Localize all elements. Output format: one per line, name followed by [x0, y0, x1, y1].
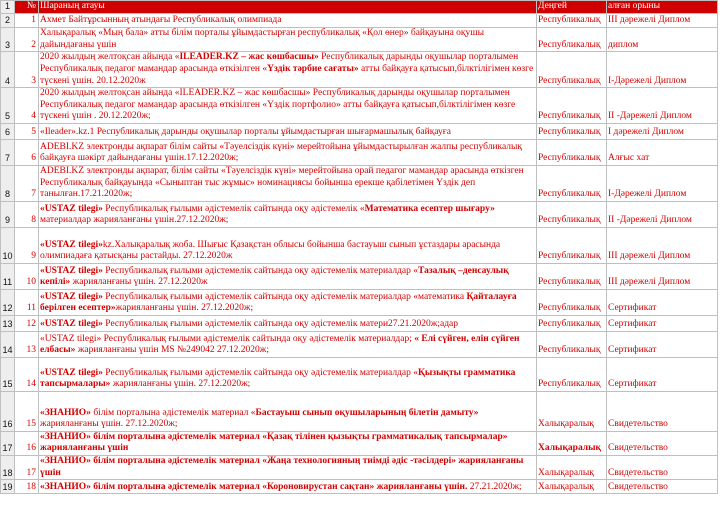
row-number[interactable]: 1 [1, 1, 15, 14]
cell-result[interactable]: Свидетельство [607, 480, 718, 494]
name-text-segment: Тазалық –денсаулық кепілі» [40, 265, 509, 288]
col-header-level[interactable]: Деңгей [537, 1, 607, 14]
name-text-segment: Қайталауға берілген есептер» [40, 291, 517, 314]
row-number[interactable]: 16 [1, 391, 15, 431]
table-row [1, 28, 718, 52]
name-text-segment: Республикалық ғылыми әдістемелік сайтында оқу әдістемелік « [102, 203, 365, 214]
cell-name[interactable] [39, 431, 537, 455]
name-text-segment: Республикалық дарынды оқушылар порталымен Республикалық педагог мамандар арасында өткізілген « [40, 52, 519, 74]
name-text-segment: « Елі сүйген, елін сүйген елбасы» [40, 333, 520, 356]
row-number[interactable]: 8 [1, 165, 15, 201]
cell-result[interactable]: Свидетельство [607, 391, 718, 431]
name-text-segment: жарияланғаны үшін. 27.12.2020ж; [110, 379, 251, 390]
cell-number[interactable]: 2 [15, 28, 39, 52]
row-number[interactable]: 6 [1, 123, 15, 139]
cell-result[interactable]: Сертификат [607, 315, 718, 331]
cell-result[interactable]: І-Дәрежелі Диплом [607, 52, 718, 88]
table-row [1, 431, 718, 455]
cell-name[interactable] [39, 14, 537, 28]
cell-number[interactable]: 11 [15, 289, 39, 315]
name-text-segment: ILEADER.KZ – жас көшбасшы» [179, 52, 319, 63]
cell-number[interactable]: 10 [15, 263, 39, 289]
cell-name[interactable] [39, 263, 537, 289]
name-text-segment: Математика есептер шығару» [364, 203, 495, 214]
cell-result[interactable]: ІІІ дәрежелі Диплом [607, 14, 718, 28]
cell-result[interactable]: Свидетельство [607, 455, 718, 479]
cell-level[interactable]: Республикалық [537, 123, 607, 139]
name-text-segment: «Ileader».kz.1 Республикалық дарынды оқушылар порталы ұйымдастырған шығармашылық байқауға [40, 127, 451, 138]
col-header-number[interactable]: № [15, 1, 39, 14]
row-number[interactable]: 3 [1, 28, 15, 52]
table-row [1, 357, 718, 391]
cell-number[interactable]: 17 [15, 455, 39, 479]
cell-number[interactable]: 4 [15, 88, 39, 124]
cell-level[interactable]: Республикалық [537, 331, 607, 357]
cell-level[interactable]: Республикалық [537, 165, 607, 201]
cell-name[interactable] [39, 52, 537, 88]
table-row [1, 227, 718, 263]
cell-level[interactable]: Республикалық [537, 28, 607, 52]
cell-level[interactable]: Халықаралық [537, 455, 607, 479]
header-row [1, 1, 718, 14]
name-text-segment: Қызықты грамматика тапсырмалары» [40, 367, 516, 390]
row-number[interactable]: 15 [1, 357, 15, 391]
row-number[interactable]: 14 [1, 331, 15, 357]
row-number[interactable]: 9 [1, 201, 15, 227]
cell-name[interactable] [39, 289, 537, 315]
name-text-segment: «ЗНАНИО» білім порталына әдістемелік материал «Қазақ тілінен қызықты грамматикалық тапсырмалар» жарияланғаны үшін [40, 431, 508, 454]
table-row [1, 88, 718, 124]
col-header-name[interactable]: Шараның атауы [39, 1, 537, 14]
cell-level[interactable]: Халықаралық [537, 391, 607, 431]
cell-name[interactable] [39, 331, 537, 357]
name-text-segment: материалдар жарияланғаны үшін.27.12.2020ж; [40, 215, 229, 226]
table-row [1, 331, 718, 357]
table-row [1, 391, 718, 431]
row-number[interactable]: 7 [1, 139, 15, 165]
row-number[interactable]: 4 [1, 52, 15, 88]
cell-result[interactable]: Алғыс хат [607, 139, 718, 165]
cell-name[interactable] [39, 455, 537, 479]
name-text-segment: 2020 жылдың желтоқсан айында « [40, 52, 180, 63]
cell-number[interactable]: 15 [15, 391, 39, 431]
name-text-segment: «ЗНАНИО» білім порталына әдістемелік материал «Короновирустан сақтан» жарияланғаны үшін. [40, 481, 468, 492]
name-text-segment: ADEBI.KZ электронды ақпарат, білім сайты «Тәуелсіздік күні» мерейтойына орай педагог мамандар арасында өткізген Республикалық байқауында «Сыныптан тыс жұмыс» номинациясы бойынша ерекше қабілетімен Үздік деп танылған.17.21.2020ж; [40, 165, 524, 200]
name-text-segment: Үздік тәрбие сағаты» [267, 64, 359, 74]
row-number[interactable]: 11 [1, 263, 15, 289]
cell-name[interactable] [39, 201, 537, 227]
table-row [1, 14, 718, 28]
row-number[interactable]: 5 [1, 88, 15, 124]
name-text-segment: жарияланғаны үшін. 27.12.2020ж; [115, 303, 254, 314]
name-text-segment: «USTAZ tilegi» [40, 367, 103, 378]
table-row [1, 263, 718, 289]
name-text-segment: «USTAZ tilegi» [40, 291, 103, 302]
cell-name[interactable] [39, 480, 537, 494]
cell-result[interactable]: І дәрежелі Диплом [607, 123, 718, 139]
table-row [1, 52, 718, 88]
cell-level[interactable]: Республикалық [537, 263, 607, 289]
name-text-segment: «USTAZ tilegi» Республикалық ғылыми әдістемелік сайтында оқу әдістемелік материалдар; [40, 333, 415, 344]
name-text-segment: «ЗНАНИО» білім порталына әдістемелік материал «Жаңа технологияның тиімді әдіс -тәсілдері» жарияланғаны үшін [40, 455, 524, 478]
cell-level[interactable]: Республикалық [537, 139, 607, 165]
table-row [1, 315, 718, 331]
cell-result[interactable]: Сертификат [607, 331, 718, 357]
cell-number[interactable]: 13 [15, 331, 39, 357]
row-number[interactable]: 18 [1, 455, 15, 479]
cell-level[interactable]: Республикалық [537, 315, 607, 331]
name-text-segment: Республикалық ғылыми әдістемелік сайтында оқу әдістемелік материалдар «математика [102, 291, 467, 302]
row-number[interactable]: 13 [1, 315, 15, 331]
name-text-segment: Республикалық ғылыми әдістемелік сайтында оқу әдістемелік материалдар « [102, 367, 418, 378]
cell-result[interactable]: ІІ -Дәрежелі Диплом [607, 201, 718, 227]
cell-name[interactable] [39, 28, 537, 52]
cell-result[interactable]: ІІІ дәрежелі Диплом [607, 227, 718, 263]
name-text-segment: 2020 жылдың желтоқсан айында «ILEADER.KZ – жас көшбасшы» Республикалық дарынды оқушылар порталымен Республикалық педагог мамандар арасында өткізілген «Үздік портфолио» атты байқауға қатысып,білктілігімен көзге түскені үшін . 20.12.2020ж; [40, 88, 516, 122]
table-row [1, 289, 718, 315]
cell-level[interactable]: Республикалық [537, 227, 607, 263]
name-text-segment: атты байқауға қатысып,білктілігімен көзге түскені үшін. 20.12.2020ж [40, 64, 534, 86]
row-number[interactable]: 17 [1, 431, 15, 455]
cell-number[interactable]: 7 [15, 165, 39, 201]
cell-level[interactable]: Республикалық [537, 88, 607, 124]
cell-level[interactable]: Халықаралық [537, 431, 607, 455]
name-text-segment: Бастауыш сынып оқушыларының білетін дамыту» [255, 407, 479, 418]
cell-level[interactable]: Республикалық [537, 14, 607, 28]
table-row [1, 201, 718, 227]
cell-name[interactable] [39, 88, 537, 124]
table-row [1, 480, 718, 494]
cell-level[interactable]: Республикалық [537, 52, 607, 88]
row-number[interactable]: 12 [1, 289, 15, 315]
name-text-segment: 27.21.2020ж; [467, 481, 522, 492]
name-text-segment: Республикалық ғылыми әдістемелік сайтында оқу әдістемелік матери27.21.2020ж;адар [102, 319, 459, 330]
name-text-segment: Халықаралық «Мың бала» атты білім порталы ұйымдастырған республикалық «Қол өнер» байқауына оқушы дайындағаны үшін [40, 28, 484, 50]
cell-result[interactable]: Свидетельство [607, 431, 718, 455]
cell-result[interactable]: Сертификат [607, 357, 718, 391]
row-number[interactable]: 2 [1, 14, 15, 28]
cell-name[interactable] [39, 123, 537, 139]
table-row [1, 123, 718, 139]
cell-level[interactable]: Республикалық [537, 289, 607, 315]
cell-result[interactable]: ІІ -Дәрежелі Диплом [607, 88, 718, 124]
name-text-segment: Ахмет Байтұрсынның атындағы Республикалық олимпиада [40, 15, 282, 26]
cell-name[interactable] [39, 315, 537, 331]
cell-result[interactable]: І-Дәрежелі Диплом [607, 165, 718, 201]
cell-number[interactable]: 16 [15, 431, 39, 455]
cell-result[interactable]: диплом [607, 28, 718, 52]
cell-name[interactable] [39, 165, 537, 201]
name-text-segment: жарияланғаны үшін. 27.12.2020ж; [40, 419, 178, 430]
table-row [1, 165, 718, 201]
cell-number[interactable]: 5 [15, 123, 39, 139]
cell-number[interactable]: 1 [15, 14, 39, 28]
cell-number[interactable]: 6 [15, 139, 39, 165]
cell-name[interactable] [39, 227, 537, 263]
cell-name[interactable] [39, 391, 537, 431]
cell-name[interactable] [39, 139, 537, 165]
name-text-segment: «ЗНАНИО» [40, 407, 91, 418]
cell-number[interactable]: 9 [15, 227, 39, 263]
col-header-result[interactable]: алған орыны [607, 1, 718, 14]
name-text-segment: «USTAZ tilegi» [40, 265, 103, 276]
table-row [1, 139, 718, 165]
cell-level[interactable]: Халықаралық [537, 480, 607, 494]
cell-number[interactable]: 3 [15, 52, 39, 88]
table-row [1, 455, 718, 479]
name-text-segment: «USTAZ tilegi» [40, 203, 103, 214]
cell-number[interactable]: 8 [15, 201, 39, 227]
cell-level[interactable]: Республикалық [537, 357, 607, 391]
cell-number[interactable]: 12 [15, 315, 39, 331]
cell-number[interactable]: 14 [15, 357, 39, 391]
name-text-segment: ADEBI.KZ электронды ақпарат білім сайты «Тәуелсіздік күні» мерейтойына ұйымдастырылған жалпы республикалық байқауға шәкірт дайындағаны үшін.17.12.2020ж; [40, 141, 523, 164]
row-number[interactable]: 19 [1, 480, 15, 494]
name-text-segment: білім порталына әдістемелік материал « [90, 407, 256, 418]
cell-level[interactable]: Республикалық [537, 201, 607, 227]
name-text-segment: «USTAZ tilegi» [40, 319, 103, 330]
cell-name[interactable] [39, 357, 537, 391]
name-text-segment: «USTAZ tilegi» [40, 239, 103, 250]
name-text-segment: жарияланғаны үшін MS №249042 27.12.2020ж; [75, 345, 269, 356]
cell-result[interactable]: ІІІ дәрежелі Диплом [607, 263, 718, 289]
name-text-segment: kz.Халықаралық жоба. Шығыс Қазақстан облысы бойынша бастауыш сынып ұстаздары арасында олимпиадаға қатысқаны растайды. 27.12.2020ж [40, 239, 501, 262]
cell-number[interactable]: 18 [15, 480, 39, 494]
name-text-segment: Республикалық ғылыми әдістемелік сайтында оқу әдістемелік материалдар « [102, 265, 418, 276]
name-text-segment: жарияланғаны үшін. 27.12.2020ж [70, 277, 208, 288]
row-number[interactable]: 10 [1, 227, 15, 263]
cell-result[interactable]: Сертификат [607, 289, 718, 315]
